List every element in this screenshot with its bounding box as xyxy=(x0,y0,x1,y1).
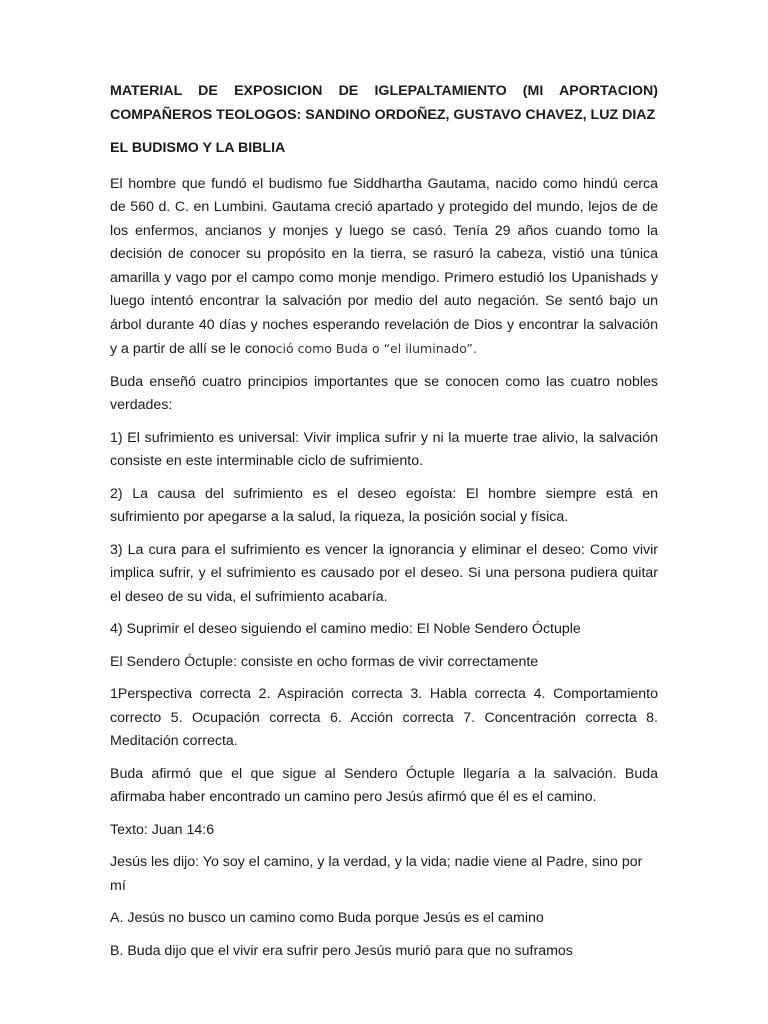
paragraph-truth-3: 3) La cura para el sufrimiento es vencer la ignorancia y eliminar el deseo: Como vivir implica sufrir, y el sufrimiento es causado por el deseo. Si una persona pudiera quitar el deseo de su vida, el sufrimiento acabaría. xyxy=(110,541,658,605)
intro-main-text: El hombre que fundó el budismo fue Siddhartha Gautama, nacido como hindú cerca de 560 d. C. en Lumbini. Gautama creció apartado y protegido del mundo, lejos de de los enfermos, ancianos y monjes y luego se casó. Tenía 29 años cuando tomo la decisión de conocer su propósito en la tierra, se rasuró la cabeza, vistió una túnica amarilla y vago por el campo como monje mendigo. Primero estudió los Upanishads y luego intentó encontrar la salvación por medio del auto negación. Se sentó bajo un árbol durante 40 días y noches esperando revelación de Dios y encontrar la salvación y a partir de allí se le cono xyxy=(110,175,658,357)
document-title: MATERIAL DE EXPOSICION DE IGLEPALTAMIENTO (MI APORTACION) COMPAÑEROS TEOLOGOS: SANDINO ORDOÑEZ, GUSTAVO CHAVEZ, LUZ DIAZ xyxy=(110,83,658,123)
paragraph-intro xyxy=(110,173,658,362)
paragraph-scripture-quote: Jesús les dijo: Yo soy el camino, y la verdad, y la vida; nadie viene al Padre, sino por mí xyxy=(110,854,643,894)
document-page xyxy=(110,80,658,972)
paragraph-point-a: A. Jesús no busco un camino como Buda porque Jesús es el camino xyxy=(110,910,544,926)
paragraph-truth-4: 4) Suprimir el deseo siguiendo el camino medio: El Noble Sendero Óctuple xyxy=(110,621,581,637)
paragraph-eightfold-list: 1Perspectiva correcta 2. Aspiración correcta 3. Habla correcta 4. Comportamiento correcto 5. Ocupación correcta 6. Acción correcta 7. Concentración correcta 8. Meditación correcta. xyxy=(110,686,658,749)
paragraph-buddha-vs-jesus: Buda afirmó que el que sigue al Sendero Óctuple llegaría a la salvación. Buda afirmaba haber encontrado un camino pero Jesús afirmó que él es el camino. xyxy=(110,765,658,805)
paragraph-point-b: B. Buda dijo que el vivir era sufrir pero Jesús murió para que no suframos xyxy=(110,942,573,959)
paragraph-eightfold-path: El Sendero Óctuple: consiste en ocho formas de vivir correctamente xyxy=(110,653,539,670)
paragraph-scripture-reference: Texto: Juan 14:6 xyxy=(110,821,215,838)
intro-tail-text: ció como Buda o “el iluminado”. xyxy=(275,341,477,356)
paragraph-truth-1: 1) El sufrimiento es universal: Vivir implica sufrir y ni la muerte trae alivio, la salvación consiste en este interminable ciclo de sufrimiento. xyxy=(110,429,658,469)
paragraph-four-truths-intro: Buda enseñó cuatro principios importantes que se conocen como las cuatro nobles verdades: xyxy=(110,373,658,413)
paragraph-truth-2: 2) La causa del sufrimiento es el deseo egoísta: El hombre siempre está en sufrimiento por apegarse a la salud, la riqueza, la posición social y física. xyxy=(110,485,658,525)
document-subtitle: EL BUDISMO Y LA BIBLIA xyxy=(110,140,286,156)
